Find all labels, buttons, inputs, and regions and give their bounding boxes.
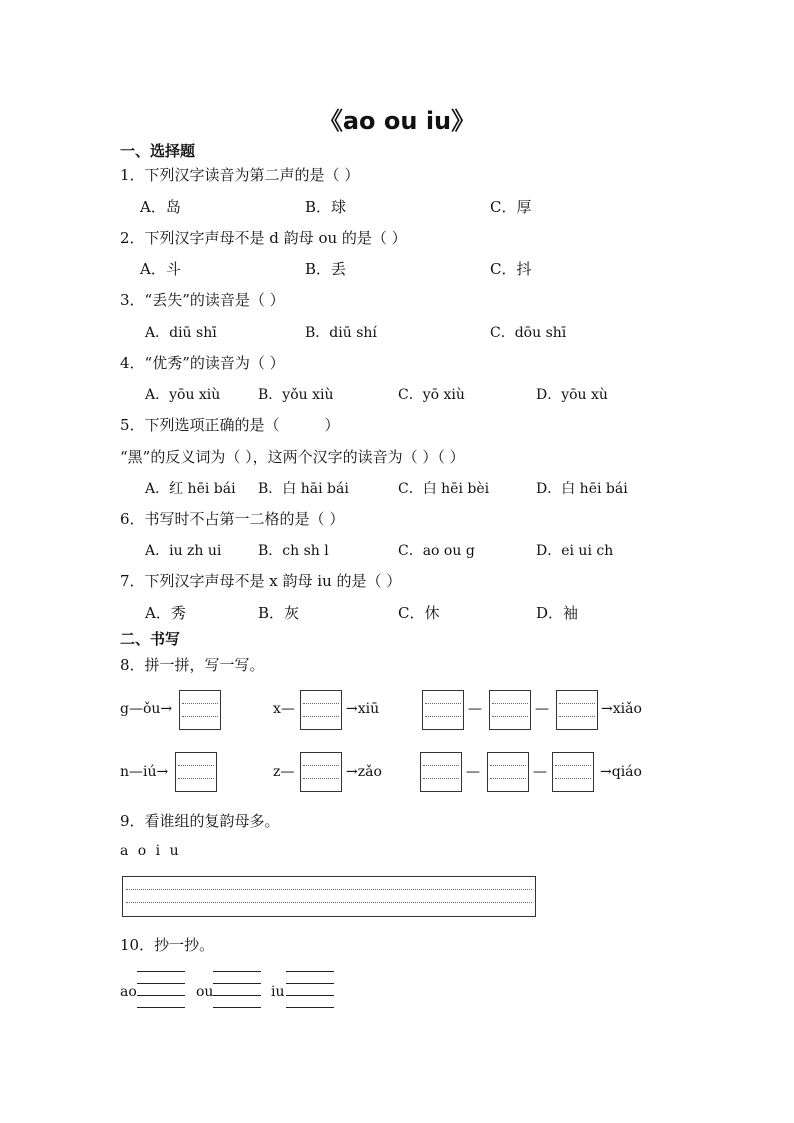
writing-strip[interactable] [122,876,536,917]
q4-option-b[interactable]: B．yǒu xiù [258,387,334,403]
q8-row1-result-b: →xiū [346,701,380,717]
q10-label-ao: ao [120,984,137,1000]
dash: — [533,764,547,780]
question-1: 1．下列汉字读音为第二声的是（ ） [120,166,360,184]
q5-option-a[interactable]: A．红 hēi bái [145,481,236,497]
copy-line[interactable] [286,1007,334,1008]
q8-row2-result-c: →qiáo [600,764,642,780]
q1-option-b[interactable]: B．球 [305,198,347,216]
copy-line[interactable] [213,983,261,984]
q8-row2-result-b: →zǎo [346,764,382,780]
question-6: 6．书写时不占第一二格的是（ ） [120,510,345,528]
q9-letters: a o i u [120,843,179,859]
copy-line[interactable] [137,1007,185,1008]
dash: — [466,764,480,780]
q8-row1-pinyin-a: g—ǒu→ [120,701,173,717]
question-7: 7．下列汉字声母不是 x 韵母 iu 的是（ ） [120,572,402,590]
q7-option-b[interactable]: B．灰 [258,604,300,622]
writing-box[interactable] [300,752,342,792]
question-9: 9．看谁组的复韵母多。 [120,812,280,830]
writing-box[interactable] [489,690,531,730]
copy-line[interactable] [286,995,334,996]
q7-option-a[interactable]: A．秀 [145,604,186,622]
copy-line[interactable] [286,971,334,972]
dash: — [468,701,482,717]
q2-option-b[interactable]: B．丢 [305,260,347,278]
q3-option-a[interactable]: A．diū shī [145,325,217,341]
copy-line[interactable] [213,971,261,972]
writing-box[interactable] [556,690,598,730]
q4-option-d[interactable]: D．yōu xù [536,387,608,403]
q4-option-a[interactable]: A．yōu xiù [145,387,221,403]
q7-option-c[interactable]: C．休 [398,604,440,622]
q8-row1-initial-b: x— [273,701,295,717]
writing-box[interactable] [300,690,342,730]
question-5: 5．下列选项正确的是（ ） [120,416,340,434]
q8-row1-result-c: →xiǎo [601,701,642,717]
q1-option-c[interactable]: C．厚 [490,198,532,216]
writing-box[interactable] [487,752,529,792]
writing-box[interactable] [552,752,594,792]
q5-option-c[interactable]: C．白 hēi bèi [398,481,490,497]
q8-row2-pinyin-a: n—iú→ [120,764,169,780]
q6-option-a[interactable]: A．iu zh ui [145,543,222,559]
dash: — [535,701,549,717]
copy-line[interactable] [137,983,185,984]
q5-option-d[interactable]: D．白 hēi bái [536,481,628,497]
q6-option-c[interactable]: C．ao ou g [398,543,475,559]
copy-line[interactable] [286,983,334,984]
q3-option-b[interactable]: B．diū shí [305,325,377,341]
copy-line[interactable] [137,971,185,972]
q4-option-c[interactable]: C．yō xiù [398,387,465,403]
question-3: 3．“丢失”的读音是（ ） [120,291,285,309]
section-heading-choice: 一、选择题 [120,142,196,160]
question-2: 2．下列汉字声母不是 d 韵母 ou 的是（ ） [120,229,407,247]
copy-line[interactable] [137,995,185,996]
q8-row2-initial-b: z— [273,764,295,780]
writing-box[interactable] [179,690,221,730]
q6-option-d[interactable]: D．ei ui ch [536,543,614,559]
q2-option-a[interactable]: A．斗 [140,260,181,278]
writing-box[interactable] [420,752,462,792]
q7-option-d[interactable]: D．袖 [536,604,579,622]
question-8: 8．拼一拼，写一写。 [120,656,265,674]
question-10: 10．抄一抄。 [120,936,215,954]
q6-option-b[interactable]: B．ch sh l [258,543,329,559]
question-5-subtext: “黑”的反义词为（ ），这两个汉字的读音为（ ）（ ） [120,448,465,466]
copy-line[interactable] [213,1007,261,1008]
copy-line[interactable] [213,995,261,996]
q10-label-ou: ou [196,984,214,1000]
q10-label-iu: iu [271,984,285,1000]
question-4: 4．“优秀”的读音为（ ） [120,354,285,372]
q3-option-c[interactable]: C．dōu shī [490,325,567,341]
q5-option-b[interactable]: B．白 hāi bái [258,481,349,497]
page-title: 《ao ou iu》 [318,107,476,135]
writing-box[interactable] [175,752,217,792]
q1-option-a[interactable]: A．岛 [140,198,181,216]
q2-option-c[interactable]: C．抖 [490,260,532,278]
section-heading-writing: 二、书写 [120,630,181,648]
writing-box[interactable] [422,690,464,730]
